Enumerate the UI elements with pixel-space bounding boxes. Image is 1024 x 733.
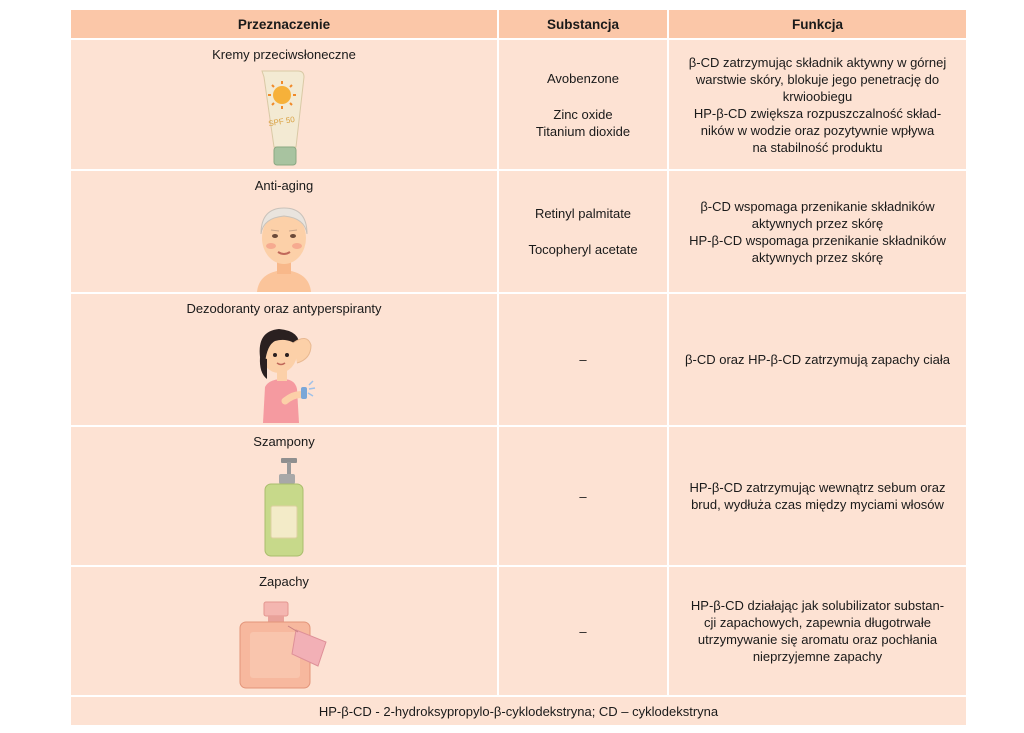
purpose-cell (71, 294, 499, 425)
table-row (71, 567, 966, 697)
sunscreen-tube-icon (254, 69, 314, 169)
substance-cell (499, 567, 669, 695)
function-line: HP-β-CD zatrzymując wewnątrz sebum oraz (689, 480, 946, 495)
function-line: β-CD zatrzymując składnik aktywny w górnej (688, 54, 947, 70)
table-row (71, 427, 966, 567)
function-line: brud, wydłuża czas między myciami włosów (691, 497, 944, 512)
function-line: β-CD oraz HP-β-CD zatrzymują zapachy ciała (685, 352, 950, 367)
substance-item: Zinc oxide (553, 106, 613, 122)
function-line: warstwie skóry, blokuje jego penetrację do (695, 71, 940, 87)
purpose-label: Anti-aging (254, 178, 314, 193)
header-substance: Substancja (499, 10, 669, 38)
purpose-label: Zapachy (259, 574, 309, 589)
function-line: β-CD wspomaga przenikanie składników (700, 198, 935, 214)
deodorant-girl-icon (249, 323, 319, 423)
perfume-bottle-icon (234, 596, 334, 694)
substance-item: – (579, 352, 587, 367)
function-line: utrzymywanie się aromatu oraz pochłania (697, 632, 938, 647)
header-function: Funkcja (791, 16, 843, 32)
function-line: HP-β-CD działając jak solubilizator substan- (690, 598, 945, 613)
purpose-label: Kremy przeciwsłoneczne (212, 47, 356, 62)
header-purpose: Przeznaczenie (71, 10, 499, 38)
function-line: aktywnych przez skórę (751, 249, 884, 265)
function-line: HP-β-CD zwiększa rozpuszczalność skład- (693, 105, 942, 121)
table-row (71, 294, 966, 427)
function-line: HP-β-CD wspomaga przenikanie składników (689, 232, 946, 248)
function-cell (669, 294, 966, 425)
function-cell (669, 427, 966, 565)
substance-cell (499, 294, 669, 425)
table-row (71, 40, 966, 171)
substance-cell (499, 40, 669, 169)
substance-item: Retinyl palmitate (534, 206, 632, 221)
function-line: aktywnych przez skórę (751, 215, 884, 231)
substance-item: – (579, 623, 587, 639)
purpose-cell (71, 427, 499, 565)
purpose-label: Szampony (253, 434, 315, 449)
tube-label: SPF 50 (267, 114, 296, 129)
table-footnote: HP-β-CD - 2-hydroksypropylo-β-cyklodekstryna; CD – cyklodekstryna (71, 697, 966, 727)
substance-cell (499, 427, 669, 565)
function-line: cji zapachowych, zapewnia długotrwałe (704, 615, 931, 630)
function-line: ników w wodzie oraz pozytywnie wpływa (700, 122, 935, 138)
shampoo-bottle-icon (259, 456, 309, 558)
purpose-label: Dezodoranty oraz antyperspiranty (186, 301, 382, 316)
substance-item: Tocopheryl acetate (528, 242, 638, 257)
purpose-cell (71, 171, 499, 292)
purpose-cell (71, 567, 499, 695)
function-line: na stabilność produktu (752, 139, 883, 155)
function-cell (669, 171, 966, 292)
substance-cell (499, 171, 669, 292)
table-header-row (71, 10, 966, 40)
function-line: nieprzyjemne zapachy (752, 649, 883, 664)
table-row (71, 171, 966, 294)
function-cell (669, 40, 966, 169)
purpose-cell (71, 40, 499, 169)
substance-item: Avobenzone (546, 70, 620, 86)
cosmetics-table (71, 10, 966, 727)
substance-item: – (579, 488, 587, 504)
substance-item: Titanium dioxide (535, 123, 631, 139)
aging-face-icon (249, 200, 319, 292)
function-line: krwioobiegu (782, 88, 853, 104)
function-cell (669, 567, 966, 695)
